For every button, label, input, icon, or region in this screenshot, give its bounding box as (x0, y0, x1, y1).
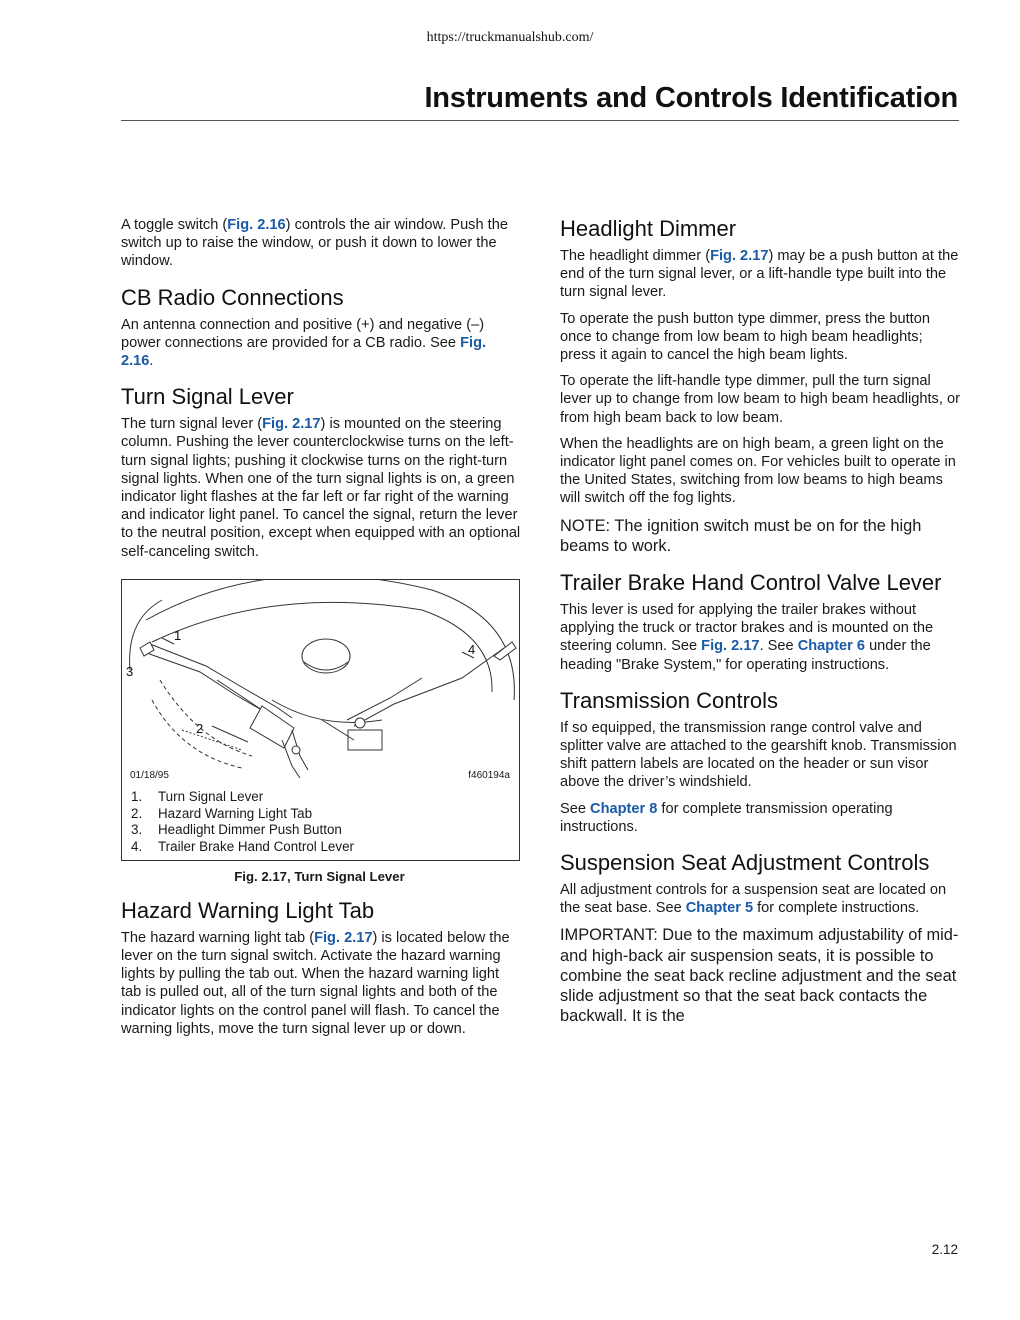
steering-column-illustration (122, 580, 519, 780)
fig-2-16-link[interactable]: Fig. 2.16 (227, 217, 286, 233)
figure-caption: Fig. 2.17, Turn Signal Lever (234, 868, 405, 884)
legend-text: Trailer Brake Hand Control Lever (158, 839, 354, 855)
turn-signal-paragraph (121, 415, 521, 561)
chapter-5-link[interactable]: Chapter 5 (685, 900, 754, 917)
suspension-seat-heading: Suspension Seat Adjustment Controls (560, 850, 930, 876)
text-run: ) is mounted on the steering column. Pushing the lever counterclockwise turns on the left-turn signal lights; pushing it clockwise turns on the right-turn signal lights. When one of the turn signal lights is on, a green indicator light flashes at the far left or far right of the warning and indicator light panel. To cancel the signal, return the lever to the neutral position, except when equipped with an optional self-canceling switch. (121, 416, 521, 560)
hazard-warning-heading: Hazard Warning Light Tab (121, 897, 375, 923)
text-run: ) may be a push button at the end of the turn signal lever, or a lift-handle type built into the turn signal lever. (560, 248, 959, 301)
important-note: IMPORTANT: Due to the maximum adjustability of mid- and high-back air suspension seats, it is possible to combine the seat back recline adjustment and the seat slide adjustment so that the seat back contacts the backwall. It is the (560, 926, 959, 1026)
text-run: This lever is used for applying the trailer brakes without applying the truck or tractor brakes and is mounted on the steering column. See (560, 602, 934, 655)
cb-radio-paragraph (121, 316, 521, 371)
headlight-dimmer-heading: Headlight Dimmer (560, 216, 737, 241)
figure-date: 01/18/95 (130, 769, 169, 781)
figure-2-17 (121, 579, 520, 861)
right-column (560, 216, 960, 1035)
callout-4: 4 (468, 641, 476, 657)
source-url: https://truckmanualshub.com/ (426, 30, 594, 45)
legend-number: 1. (131, 788, 143, 804)
callout-2: 2 (196, 720, 204, 736)
text-run: under the heading "Brake System," for operating instructions. (560, 638, 931, 673)
page-number: 2.12 (931, 1242, 958, 1257)
suspension-seat-paragraph (560, 881, 960, 917)
chapter-8-link[interactable]: Chapter 8 (590, 800, 658, 817)
ignition-note: NOTE: The ignition switch must be on for the high beams to work. (560, 516, 922, 555)
legend-number: 2. (131, 805, 143, 821)
text-run: A toggle switch ( (121, 217, 228, 233)
title-divider (121, 120, 959, 121)
left-column (121, 216, 521, 1046)
turn-signal-heading: Turn Signal Lever (121, 384, 294, 410)
text-run: The hazard warning light tab ( (121, 929, 315, 946)
legend-text: Turn Signal Lever (158, 788, 264, 804)
cb-radio-heading: CB Radio Connections (121, 284, 344, 310)
callout-3: 3 (126, 663, 134, 679)
text-run: See (560, 800, 591, 817)
legend-item (131, 806, 354, 823)
transmission-paragraph-1: If so equipped, the transmission range control valve and splitter valve are attached to the gearshift knob. Transmission shift pattern labels are located on the header or sun visor above the driver’s windshield. (560, 719, 957, 791)
transmission-paragraph-2 (560, 800, 960, 836)
text-run: ) is located below the lever on the turn signal switch. Activate the hazard warning lights by pulling the tab out. When the hazard warning light tab is pulled out, all of the turn signal lights and both of the indicator lights on the control panel will flash. To cancel the warning lights, move the turn signal lever up or down. (121, 929, 510, 1037)
trailer-brake-heading: Trailer Brake Hand Control Valve Lever (560, 570, 942, 596)
legend-number: 3. (131, 822, 143, 838)
dimmer-paragraph-3: To operate the lift-handle type dimmer, pull the turn signal lever up to change from low beam to high beam headlights, or from high beam back to low beam. (560, 373, 960, 426)
page-title: Instruments and Controls Identification (424, 82, 958, 114)
legend-number: 4. (131, 839, 143, 855)
fig-2-17-link[interactable]: Fig. 2.17 (314, 929, 373, 946)
transmission-heading: Transmission Controls (560, 687, 779, 713)
hazard-warning-paragraph (121, 929, 521, 1038)
fig-2-17-link[interactable]: Fig. 2.17 (701, 638, 760, 655)
text-run: . See (759, 638, 798, 655)
legend-text: Headlight Dimmer Push Button (158, 822, 342, 838)
fig-2-17-link[interactable]: Fig. 2.17 (262, 416, 321, 433)
air-window-paragraph (121, 216, 521, 271)
legend-item (131, 789, 354, 806)
text-run: All adjustment controls for a suspension seat are located on the seat base. See (560, 882, 947, 917)
text-run: The turn signal lever ( (121, 416, 263, 433)
legend-text: Hazard Warning Light Tab (158, 805, 313, 821)
text-run: for complete transmission operating instructions. (560, 800, 893, 835)
text-run: ) controls the air window. Push the switch up to raise the window, or push it down to lower the window. (121, 217, 508, 270)
dimmer-paragraph-4: When the headlights are on high beam, a green light on the indicator light panel comes on. For vehicles built to operate in the United States, switching from low beams to high beams will switch off the fog lights. (560, 435, 956, 507)
text-run: for complete instructions. (753, 900, 920, 917)
fig-2-16-link[interactable]: Fig. 2.16 (121, 334, 487, 370)
legend-item (131, 822, 354, 839)
fig-2-17-link[interactable]: Fig. 2.17 (710, 248, 769, 264)
dimmer-paragraph-1 (560, 247, 960, 302)
trailer-brake-paragraph (560, 601, 960, 674)
chapter-6-link[interactable]: Chapter 6 (797, 638, 866, 655)
callout-1: 1 (174, 627, 182, 643)
legend-item (131, 839, 354, 856)
figure-legend (131, 789, 354, 856)
text-run: . (149, 353, 154, 370)
text-run: The headlight dimmer ( (560, 248, 711, 264)
dimmer-paragraph-2: To operate the push button type dimmer, press the button once to change from low beam to high beam headlights; press it again to cancel the high beam lights. (560, 310, 930, 364)
text-run: An antenna connection and positive (+) and negative (–) power connections are provided for a CB radio. See (121, 316, 485, 351)
figure-code: f460194a (468, 769, 510, 781)
